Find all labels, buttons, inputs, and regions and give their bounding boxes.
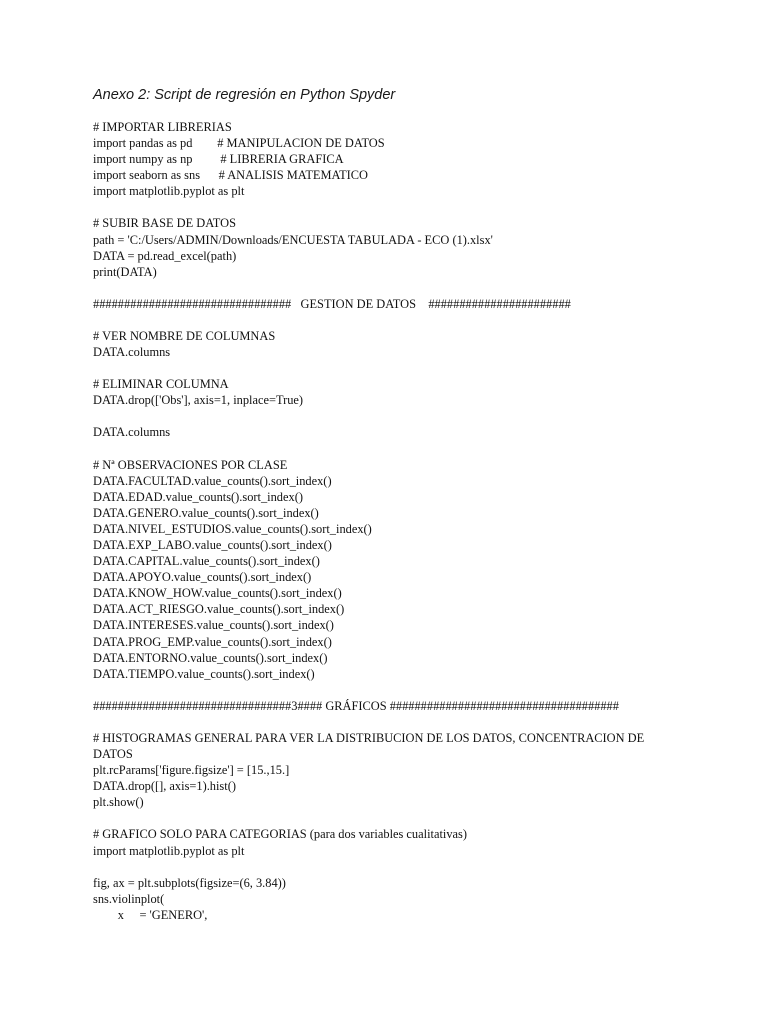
script-line: import numpy as np # LIBRERIA GRAFICA: [93, 152, 344, 167]
script-line: # IMPORTAR LIBRERIAS: [93, 120, 232, 134]
document-title: Anexo 2: Script de regresión en Python Spyder: [93, 87, 396, 103]
blank-line: [93, 199, 683, 215]
blank-line: [93, 408, 683, 424]
script-line: DATA.ACT_RIESGO.value_counts().sort_index(): [93, 602, 345, 617]
blank-line: [93, 441, 683, 457]
script-line: DATA.GENERO.value_counts().sort_index(): [93, 505, 319, 520]
script-line: x = 'GENERO',: [93, 907, 208, 922]
script-line: DATA.ENTORNO.value_counts().sort_index(): [93, 650, 328, 665]
script-line: DATA.EDAD.value_counts().sort_index(): [93, 489, 303, 504]
blank-line: [93, 714, 683, 730]
script-body: [93, 119, 683, 923]
script-line: plt.rcParams['figure.figsize'] = [15.,15.]: [93, 763, 290, 778]
script-line: DATA.APOYO.value_counts().sort_index(): [93, 570, 312, 585]
script-line: DATA.NIVEL_ESTUDIOS.value_counts().sort_index(): [93, 521, 372, 536]
blank-line: [93, 810, 683, 826]
script-line: # ELIMINAR COLUMNA: [93, 377, 229, 392]
script-line: DATA.TIEMPO.value_counts().sort_index(): [93, 666, 315, 681]
blank-line: [93, 280, 683, 296]
script-line: import pandas as pd # MANIPULACION DE DATOS: [93, 136, 385, 151]
script-line: DATA.drop([], axis=1).hist(): [93, 779, 236, 794]
script-line: import matplotlib.pyplot as plt: [93, 184, 245, 199]
script-line: DATA.columns: [93, 345, 171, 360]
script-line: DATA.columns: [93, 425, 171, 440]
script-line: path = 'C:/Users/ADMIN/Downloads/ENCUESTA TABULADA - ECO (1).xlsx': [93, 232, 493, 247]
script-line: ################################ GESTION DE DATOS #######################: [93, 296, 571, 311]
blank-line: [93, 312, 683, 328]
blank-line: [93, 360, 683, 376]
script-line: import seaborn as sns # ANALISIS MATEMATICO: [93, 168, 368, 183]
script-line: print(DATA): [93, 264, 157, 279]
script-line: fig, ax = plt.subplots(figsize=(6, 3.84)): [93, 875, 286, 890]
script-line: DATA.KNOW_HOW.value_counts().sort_index(): [93, 586, 342, 601]
script-line: DATA.FACULTAD.value_counts().sort_index(): [93, 473, 332, 488]
blank-line: [93, 859, 683, 875]
script-line: DATA.EXP_LABO.value_counts().sort_index(): [93, 538, 332, 553]
script-line: # VER NOMBRE DE COLUMNAS: [93, 329, 276, 344]
script-line: DATA = pd.read_excel(path): [93, 248, 237, 263]
script-line: DATA.CAPITAL.value_counts().sort_index(): [93, 554, 320, 569]
script-line: # GRAFICO SOLO PARA CATEGORIAS (para dos variables cualitativas): [93, 827, 467, 842]
script-line: ################################3#### GRÁFICOS #####################################: [93, 698, 619, 713]
script-line: # Nª OBSERVACIONES POR CLASE: [93, 457, 288, 472]
script-line: import matplotlib.pyplot as plt: [93, 843, 245, 858]
script-line: DATA.drop(['Obs'], axis=1, inplace=True): [93, 393, 304, 408]
script-line: DATA.PROG_EMP.value_counts().sort_index(): [93, 634, 332, 649]
script-line: DATA.INTERESES.value_counts().sort_index(): [93, 618, 334, 633]
script-line: DATOS: [93, 747, 133, 762]
script-line: # SUBIR BASE DE DATOS: [93, 216, 236, 231]
script-line: plt.show(): [93, 795, 144, 810]
script-line: sns.violinplot(: [93, 891, 165, 906]
blank-line: [93, 682, 683, 698]
script-line: # HISTOGRAMAS GENERAL PARA VER LA DISTRIBUCION DE LOS DATOS, CONCENTRACION DE: [93, 730, 645, 745]
